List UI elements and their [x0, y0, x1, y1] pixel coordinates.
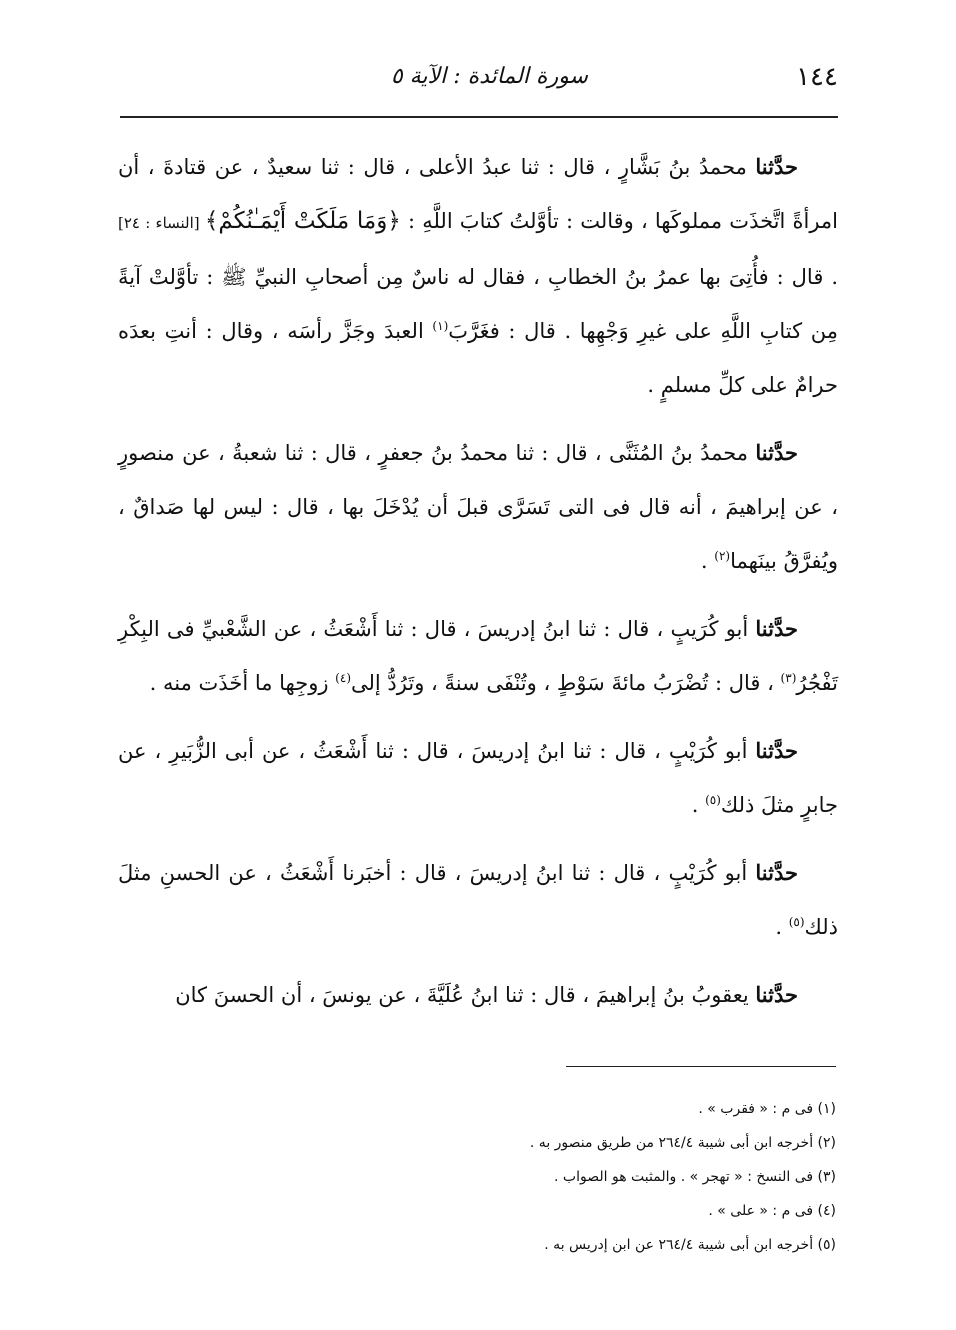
footnote-rule [566, 1066, 836, 1067]
running-title: سورة المائدة : الآية ٥ [390, 64, 588, 89]
footnote-marker[interactable]: (٥) [705, 793, 721, 807]
footnote-marker[interactable]: (٤) [335, 671, 351, 685]
page-header [120, 62, 838, 102]
paragraph-lead: حدَّثنا [755, 440, 798, 465]
paragraph-text: . [700, 549, 715, 573]
paragraph-lead: حدَّثنا [755, 154, 798, 179]
paragraph-lead: حدَّثنا [755, 738, 798, 763]
paragraph-2 [118, 426, 838, 588]
footnotes [200, 1094, 836, 1264]
footnote-marker[interactable]: (٢) [714, 549, 731, 563]
footnote-marker[interactable]: (٥) [788, 915, 805, 929]
paragraph-text: محمدُ بنُ المُثَنَّى ، قال : ثنا محمدُ بنُ جعفرٍ ، قال : ثنا شعبةُ ، عن منصورٍ ، عن إبراهيمَ ، أنه قال فى التى تَسَرَّى قبلَ أن يُدْخَلَ بها ، قال : ليس لها صَداقٌ ، ويُفرَّقُ بينَهما [118, 441, 838, 573]
main-text [118, 140, 838, 1036]
paragraph-lead: حدَّثنا [755, 860, 798, 885]
verse-reference: [النساء : ٢٤] [118, 214, 205, 232]
paragraph-3 [118, 602, 838, 710]
footnote-5: (٥) أخرجه ابن أبى شيبة ٢٦٤/٤ عن ابن إدريس به . [544, 1237, 836, 1253]
footnote-3: (٣) فى النسخ : « تهجر » . والمثبت هو الصواب . [554, 1169, 836, 1185]
paragraph-text: أبو كُرَيْبٍ ، قال : ثنا ابنُ إدريسَ ، قال : أخبَرنا أَشْعَثُ ، عن الحسنِ مثلَ ذلك [118, 861, 838, 939]
paragraph-4 [118, 724, 838, 832]
paragraph-text: ، قال : تُضْرَبُ مائةَ سَوْطٍ ، وتُنْفَى سنةً ، وتَرُدُّ إلى [351, 671, 781, 695]
footnote-marker[interactable]: (٣) [780, 671, 797, 685]
header-rule [120, 116, 838, 118]
paragraph-lead: حدَّثنا [755, 616, 798, 641]
paragraph-lead: حدَّثنا [755, 982, 798, 1007]
paragraph-text: . [691, 793, 706, 817]
paragraph-6 [118, 968, 838, 1022]
page-number: ١٤٤ [796, 62, 838, 92]
paragraph-text: زوجِها ما أخَذَت منه . [149, 671, 336, 695]
footnote-1: (١) فى م : « فقرب » . [698, 1101, 836, 1117]
paragraph-text: يعقوبُ بنُ إبراهيمَ ، قال : ثنا ابنُ عُلَيَّةَ ، عن يونسَ ، أن الحسنَ كان [175, 983, 756, 1007]
paragraph-text: محمدُ بنُ بَشَّارٍ ، قال : ثنا عبدُ الأعلى ، قال : ثنا سعيدٌ ، عن قتادةَ ، أن امرأةً اتَّخذَت مملوكَها ، وقالت : تأوَّلتُ كتابَ اللَّهِ : [118, 155, 838, 233]
footnote-4: (٤) فى م : « على » . [708, 1203, 836, 1219]
paragraph-text: . قال : فأُتِىَ بها عمرُ بنُ الخطابِ ، فقال له ناسٌ مِن أصحابِ النبيِّ ﷺ : تأوَّلتْ آيةً مِن كتابِ اللَّهِ على غيرِ وَجْهِها . قال : فغَرَّبَ [118, 265, 838, 343]
paragraph-text: أبو كُرَيْبٍ ، قال : ثنا ابنُ إدريسَ ، قال : ثنا أَشْعَثُ ، عن أبى الزُّبَيرِ ، عن جابرٍ مثلَ ذلك [118, 739, 838, 817]
paragraph-1 [118, 140, 838, 412]
paragraph-text: . [775, 915, 789, 939]
footnote-marker[interactable]: (١) [432, 319, 449, 333]
paragraph-5 [118, 846, 838, 954]
paragraph-text: العبدَ وجَزَّ رأسَه ، وقال : أنتِ بعدَه حرامٌ على كلِّ مسلمٍ . [118, 319, 838, 397]
paragraph-text: أبو كُرَيبٍ ، قال : ثنا ابنُ إدريسَ ، قال : ثنا أَشْعَثُ ، عن الشَّعْبيِّ فى البِكْرِ تَفْجُرُ [118, 617, 838, 695]
footnote-2: (٢) أخرجه ابن أبى شيبة ٢٦٤/٤ من طريق منصور به . [529, 1135, 836, 1151]
quran-verse: ﴿وَمَا مَلَكَتْ أَيْمَـٰنُكُمْ﴾ [204, 208, 401, 234]
